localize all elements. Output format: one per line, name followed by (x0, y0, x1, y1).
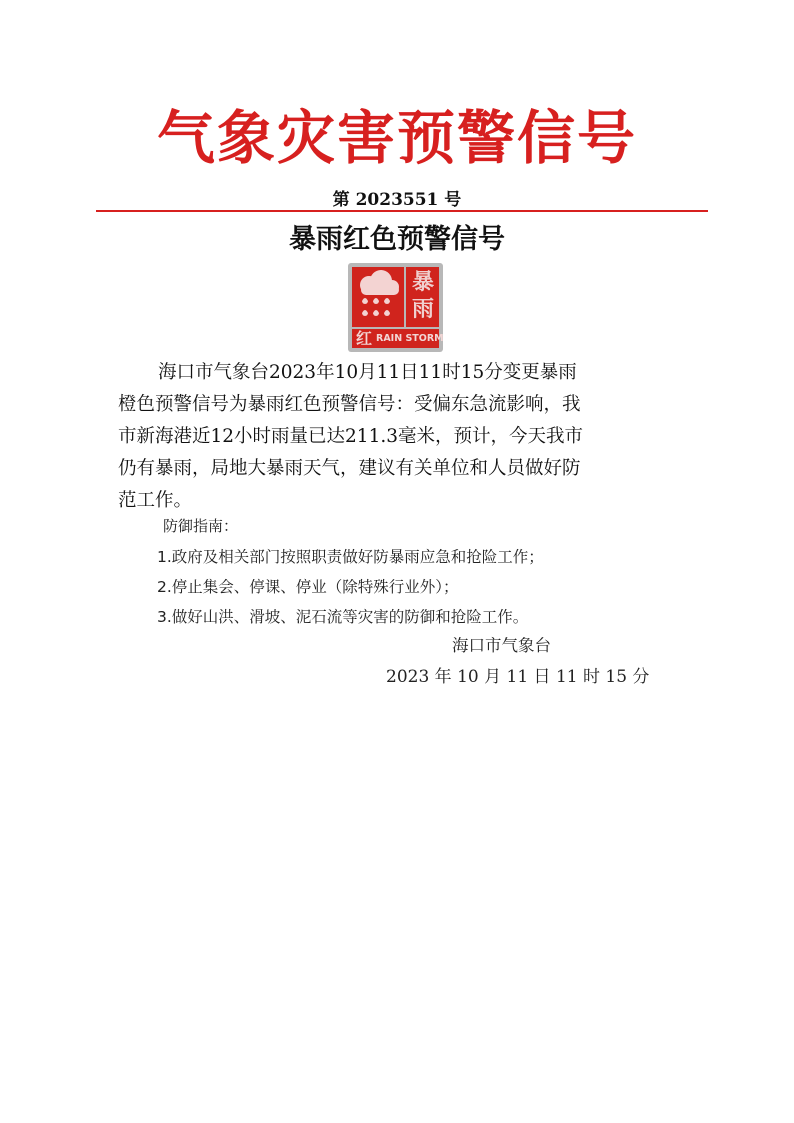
document-number: 第 2023551 号 (332, 190, 462, 210)
signal-title: 暴雨红色预警信号 (289, 224, 505, 255)
issuer-signature: 海口市气象台 (452, 636, 551, 655)
list-item: 2.停止集会、停课、停业（除特殊行业外）； (157, 578, 459, 596)
defense-guide-list (157, 542, 544, 632)
warning-body-paragraph (118, 357, 678, 517)
signal-icon-char-1: 暴 (411, 270, 434, 295)
list-item: 3.做好山洪、滑坡、泥石流等灾害的防御和抢险工作。 (157, 608, 529, 626)
issue-date: 2023 年 10 月 11 日 11 时 15 分 (386, 667, 650, 687)
body-line: 海口市气象台2023年10月11日11时15分变更暴雨 (158, 362, 577, 383)
signal-icon-level: 红 (356, 329, 373, 348)
rainstorm-red-warning-icon (348, 263, 443, 352)
document-header-title: 气象灾害预警信号 (156, 104, 637, 172)
body-line: 范工作。 (118, 490, 193, 511)
cloud-rain-icon (352, 267, 404, 327)
header-divider (96, 210, 708, 212)
signal-icon-separator (404, 267, 406, 327)
list-item: 1.政府及相关部门按照职责做好防暴雨应急和抢险工作； (157, 548, 544, 566)
body-line: 市新海港近12小时雨量已达211.3毫米，预计，今天我市 (118, 426, 584, 447)
body-line: 橙色预警信号为暴雨红色预警信号：受偏东急流影响，我 (118, 394, 581, 415)
signal-icon-eng-label: RAIN STORM (376, 333, 444, 344)
signal-icon-char-2: 雨 (411, 297, 434, 322)
body-line: 仍有暴雨，局地大暴雨天气，建议有关单位和人员做好防 (118, 458, 581, 479)
defense-guide-heading: 防御指南： (163, 517, 239, 535)
